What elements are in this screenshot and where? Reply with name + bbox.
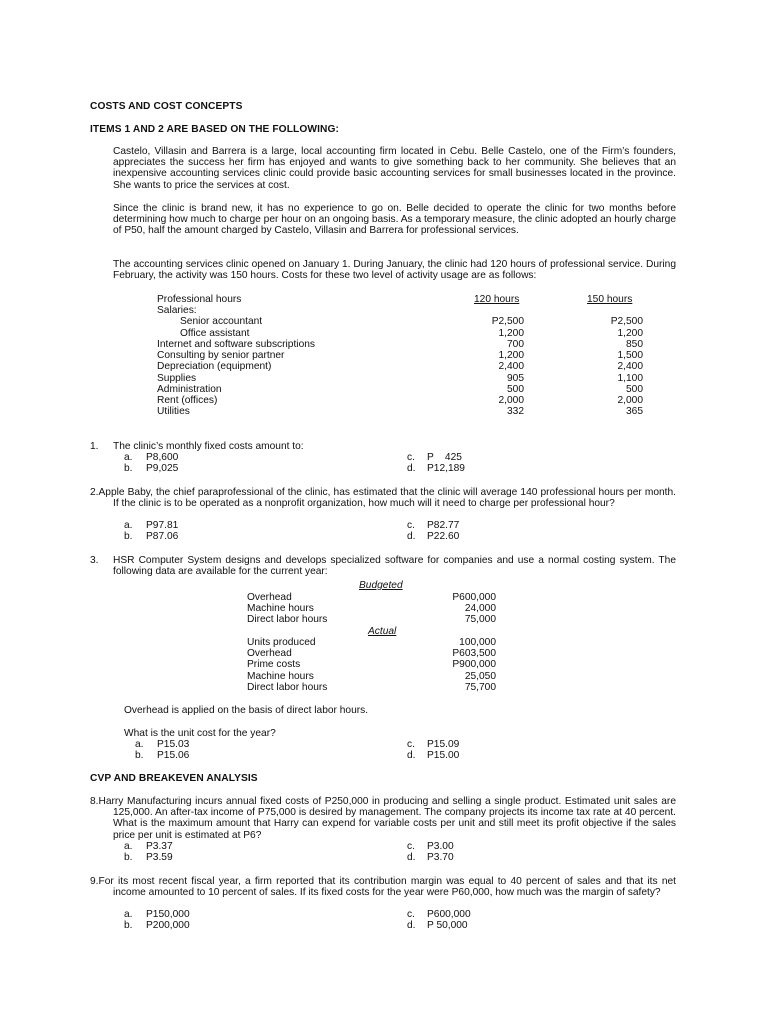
cost-row-value-150: 1,200 xyxy=(617,327,643,339)
items-subtitle: ITEMS 1 AND 2 ARE BASED ON THE FOLLOWING: xyxy=(90,124,339,135)
actual-value: 25,050 xyxy=(464,670,496,682)
choice-b: P9,025 xyxy=(146,463,179,474)
cost-table-row xyxy=(0,384,768,395)
cost-row-label: Rent (offices) xyxy=(157,395,218,406)
budgeted-label: Overhead xyxy=(247,592,292,603)
cost-table-row xyxy=(0,316,768,327)
actual-label: Prime costs xyxy=(247,659,301,671)
cost-row-value-120: P2,500 xyxy=(491,316,524,328)
choice-a: P150,000 xyxy=(146,909,190,920)
actual-row xyxy=(0,671,768,682)
actual-row xyxy=(0,648,768,659)
question-text: HSR Computer System designs and develops specialized software for companies and use a normal costing system. The following data are available for the current year: xyxy=(113,555,676,578)
budgeted-label: Machine hours xyxy=(247,603,314,615)
cost-row-value-120: 1,200 xyxy=(498,350,524,361)
cost-row-value-120: 2,400 xyxy=(498,361,524,373)
actual-row xyxy=(0,637,768,648)
budgeted-value: 75,000 xyxy=(464,614,496,626)
cost-table-row xyxy=(0,305,768,316)
cost-row-value-150: 365 xyxy=(626,406,643,418)
cost-row-value-120: 500 xyxy=(507,383,524,395)
budgeted-row xyxy=(0,592,768,603)
cost-row-value-150: 2,000 xyxy=(617,395,643,406)
question-number: 3. xyxy=(90,555,99,566)
choice-d: P22.60 xyxy=(427,531,460,542)
actual-label: Machine hours xyxy=(247,670,314,682)
cost-row-value-150: 850 xyxy=(626,338,643,350)
cost-row-value-150: 2,400 xyxy=(617,361,643,373)
choice-b-letter: b. xyxy=(135,750,144,761)
choice-a-letter: a. xyxy=(135,739,144,750)
choice-a: P15.03 xyxy=(157,739,190,750)
choice-d-letter: d. xyxy=(407,852,416,863)
actual-value: 75,700 xyxy=(464,681,496,693)
question-text: The clinic’s monthly fixed costs amount to: xyxy=(113,441,304,452)
budgeted-row xyxy=(0,614,768,625)
choice-a-letter: a. xyxy=(124,909,133,920)
choice-a-letter: a. xyxy=(124,841,133,852)
cost-row-value-120: 700 xyxy=(507,338,524,350)
cost-row-value-120: 1,200 xyxy=(498,327,524,339)
cost-row-value-120: 905 xyxy=(507,372,524,384)
cost-row-label: Salaries: xyxy=(157,305,197,316)
choice-b-letter: b. xyxy=(124,920,133,931)
budgeted-label: Direct labor hours xyxy=(247,614,328,626)
actual-value: P900,000 xyxy=(452,659,496,671)
budgeted-label: Budgeted xyxy=(359,580,403,591)
choice-c-letter: c. xyxy=(407,909,415,920)
cost-table-row xyxy=(0,406,768,417)
choice-b: P87.06 xyxy=(146,531,179,542)
overhead-note: Overhead is applied on the basis of direct labor hours. xyxy=(124,705,369,716)
cost-table-row xyxy=(0,339,768,350)
cost-table-row xyxy=(0,328,768,339)
actual-label: Units produced xyxy=(247,637,316,648)
choice-c-letter: c. xyxy=(407,452,415,463)
choice-c-letter: c. xyxy=(407,520,415,531)
question-number: 1. xyxy=(90,441,99,452)
section-title-cvp: CVP AND BREAKEVEN ANALYSIS xyxy=(90,773,258,784)
col-header-120: 120 hours xyxy=(474,294,520,305)
choice-d: P3.70 xyxy=(427,852,454,863)
cost-row-value-150: P2,500 xyxy=(610,316,643,328)
choice-a: P97.81 xyxy=(146,520,179,531)
choice-c: P600,000 xyxy=(427,909,471,920)
choice-c: P3.00 xyxy=(427,841,454,852)
choice-d: P12,189 xyxy=(427,463,465,474)
choice-a-letter: a. xyxy=(124,452,133,463)
choice-a: P8,600 xyxy=(146,452,179,463)
cost-row-value-150: 1,100 xyxy=(617,372,643,384)
choice-d-letter: d. xyxy=(407,463,416,474)
cost-row-value-150: 1,500 xyxy=(617,350,643,361)
actual-value: 100,000 xyxy=(459,637,496,648)
cost-table-row xyxy=(0,350,768,361)
choice-c-letter: c. xyxy=(407,739,415,750)
choice-b: P15.06 xyxy=(157,750,190,761)
cost-row-label: Supplies xyxy=(157,372,197,384)
choice-d-letter: d. xyxy=(407,531,416,542)
actual-value: P603,500 xyxy=(452,648,496,660)
budgeted-value: 24,000 xyxy=(464,603,496,615)
actual-label: Overhead xyxy=(247,648,292,660)
actual-row xyxy=(0,659,768,670)
question-text: 8.Harry Manufacturing incurs annual fixed costs of P250,000 in producing and selling a single product. Estimated unit sales are 125,000. An after-tax income of P75,000 is desired by management. The company projects its income tax rate at 40 percent. What is the maximum amount that Harry can expend for variable costs per unit and still meet its profit objective if the sales price per unit is estimated at P6? xyxy=(90,796,676,841)
choice-d-letter: d. xyxy=(407,750,416,761)
question-text: 9.For its most recent fiscal year, a firm reported that its contribution margin was equal to 40 percent of sales and that its net income amounted to 10 percent of sales. If its fixed costs for the year were P60,000, how much was the margin of safety? xyxy=(90,876,676,899)
choice-a: P3.37 xyxy=(146,841,173,852)
cost-row-label: Utilities xyxy=(157,406,190,418)
choice-b-letter: b. xyxy=(124,463,133,474)
cost-row-label: Administration xyxy=(157,383,222,395)
choice-d: P15.00 xyxy=(427,750,460,761)
question-text: 2.Apple Baby, the chief paraprofessional of the clinic, has estimated that the clinic will average 140 professional hours per month. If the clinic is to be operated as a nonprofit organization, how much will it need to charge per professional hour? xyxy=(90,487,676,510)
cost-row-label: Senior accountant xyxy=(180,316,263,328)
choice-d-letter: d. xyxy=(407,920,416,931)
actual-row xyxy=(0,682,768,693)
budgeted-row xyxy=(0,603,768,614)
cost-row-label: Consulting by senior partner xyxy=(157,350,285,361)
section-title-costs: COSTS AND COST CONCEPTS xyxy=(90,101,243,112)
choice-b: P200,000 xyxy=(146,920,190,931)
choice-b-letter: b. xyxy=(124,531,133,542)
choice-b: P3.59 xyxy=(146,852,173,863)
cost-table-header xyxy=(0,294,768,305)
choice-c: P15.09 xyxy=(427,739,460,750)
cost-table-row xyxy=(0,373,768,384)
cost-row-value-120: 2,000 xyxy=(498,395,524,406)
cost-row-label: Depreciation (equipment) xyxy=(157,361,272,373)
cost-table-row xyxy=(0,361,768,372)
cost-row-value-120: 332 xyxy=(507,406,524,418)
budgeted-value: P600,000 xyxy=(452,592,496,603)
col-header-150: 150 hours xyxy=(587,294,633,305)
paragraph-clinic: Since the clinic is brand new, it has no experience to go on. Belle decided to operate the clinic for two months before determining how much to charge per hour on an ongoing basis. As a temporary measure, the clinic adopted an hourly charge of P50, half the amount charged by Castelo, Villasin and Barrera for professional services. xyxy=(113,203,676,237)
cost-row-value-150: 500 xyxy=(626,383,643,395)
col-label-professional-hours: Professional hours xyxy=(157,294,242,305)
choice-c: P 425 xyxy=(427,452,462,463)
paragraph-activity: The accounting services clinic opened on January 1. During January, the clinic had 120 hours of professional service. During February, the activity was 150 hours. Costs for these two level of activity usage are as follows: xyxy=(113,259,676,282)
cost-row-label: Office assistant xyxy=(180,327,250,339)
actual-label: Actual xyxy=(368,626,397,637)
choice-d: P 50,000 xyxy=(427,920,468,931)
cost-table-row xyxy=(0,395,768,406)
actual-label: Direct labor hours xyxy=(247,681,328,693)
paragraph-intro: Castelo, Villasin and Barrera is a large, local accounting firm located in Cebu. Belle Castelo, one of the Firm’s founders, appreciates the success her firm has enjoyed and wants to give something back to her community. She believes that an inexpensive accounting services clinic could provide basic accounting services for small businesses located in the province. She wants to price the services at cost. xyxy=(113,146,676,191)
choice-c: P82.77 xyxy=(427,520,460,531)
cost-row-label: Internet and software subscriptions xyxy=(157,338,315,350)
choice-a-letter: a. xyxy=(124,520,133,531)
question-subtext: What is the unit cost for the year? xyxy=(124,728,276,739)
choice-c-letter: c. xyxy=(407,841,415,852)
choice-b-letter: b. xyxy=(124,852,133,863)
